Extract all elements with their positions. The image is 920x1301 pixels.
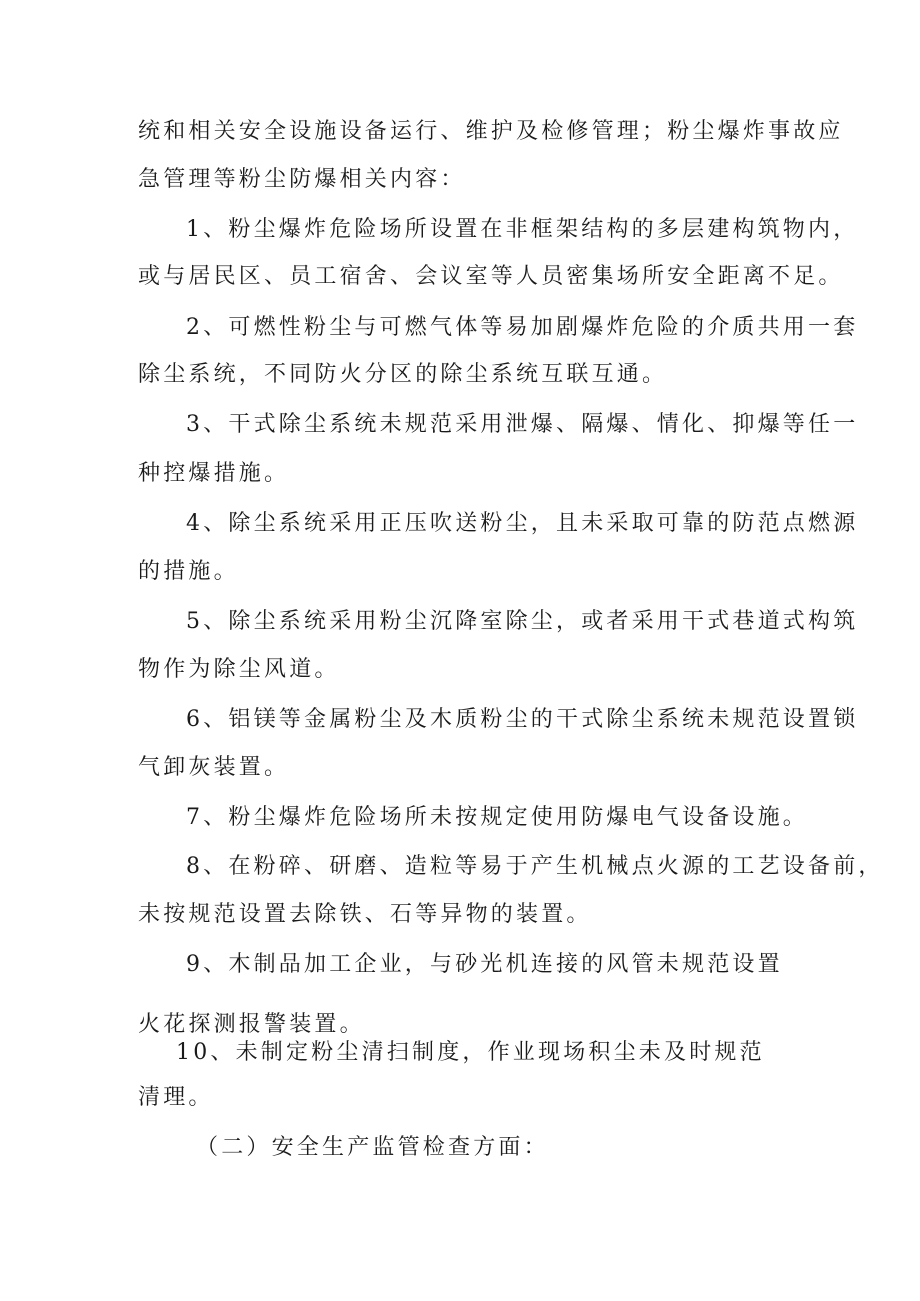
item-10-line-1: 10、未制定粉尘清扫制度，作业现场积尘未及时规范 bbox=[176, 1040, 765, 1065]
item-9-line-1: 9、木制品加工企业，与砂光机连接的风管未规范设置 bbox=[186, 952, 783, 977]
item-3-line-1: 3、干式除尘系统未规范采用泄爆、隔爆、情化、抑爆等任一 bbox=[186, 412, 859, 437]
item-3-line-2: 种控爆措施。 bbox=[138, 461, 290, 486]
item-10-line-2: 清理。 bbox=[138, 1085, 214, 1110]
intro-line-2: 急管理等粉尘防爆相关内容： bbox=[138, 167, 466, 192]
item-4-line-1: 4、除尘系统采用正压吹送粉尘，且未采取可靠的防范点燃源 bbox=[186, 511, 859, 536]
item-2-line-1: 2、可燃性粉尘与可燃气体等易加剧爆炸危险的介质共用一套 bbox=[186, 315, 859, 340]
item-2-line-2: 除尘系统，不同防火分区的除尘系统互联互通。 bbox=[138, 362, 668, 387]
item-7-line-1: 7、粉尘爆炸危险场所未按规定使用防爆电气设备设施。 bbox=[186, 805, 808, 830]
item-8-line-2: 未按规范设置去除铁、石等异物的装置。 bbox=[138, 902, 592, 927]
item-1-line-1: 1、粉尘爆炸危险场所设置在非框架结构的多层建构筑物内， bbox=[186, 217, 859, 242]
item-1-line-2: 或与居民区、员工宿舍、会议室等人员密集场所安全距离不足。 bbox=[138, 264, 844, 289]
item-6-line-1: 6、铝镁等金属粉尘及木质粉尘的干式除尘系统未规范设置锁 bbox=[186, 707, 859, 732]
section-heading: （二）安全生产监管检查方面： bbox=[196, 1135, 549, 1160]
item-4-line-2: 的措施。 bbox=[138, 559, 239, 584]
item-5-line-1: 5、除尘系统采用粉尘沉降室除尘，或者采用干式巷道式构筑 bbox=[186, 609, 859, 634]
item-9-line-2: 火花探测报警装置。 bbox=[138, 1012, 365, 1037]
item-6-line-2: 气卸灰装置。 bbox=[138, 755, 290, 780]
item-8-line-1: 8、在粉碎、研磨、造粒等易于产生机械点火源的工艺设备前， bbox=[186, 854, 884, 879]
item-5-line-2: 物作为除尘风道。 bbox=[138, 657, 340, 682]
intro-line-1: 统和相关安全设施设备运行、维护及检修管理；粉尘爆炸事故应 bbox=[138, 119, 844, 144]
